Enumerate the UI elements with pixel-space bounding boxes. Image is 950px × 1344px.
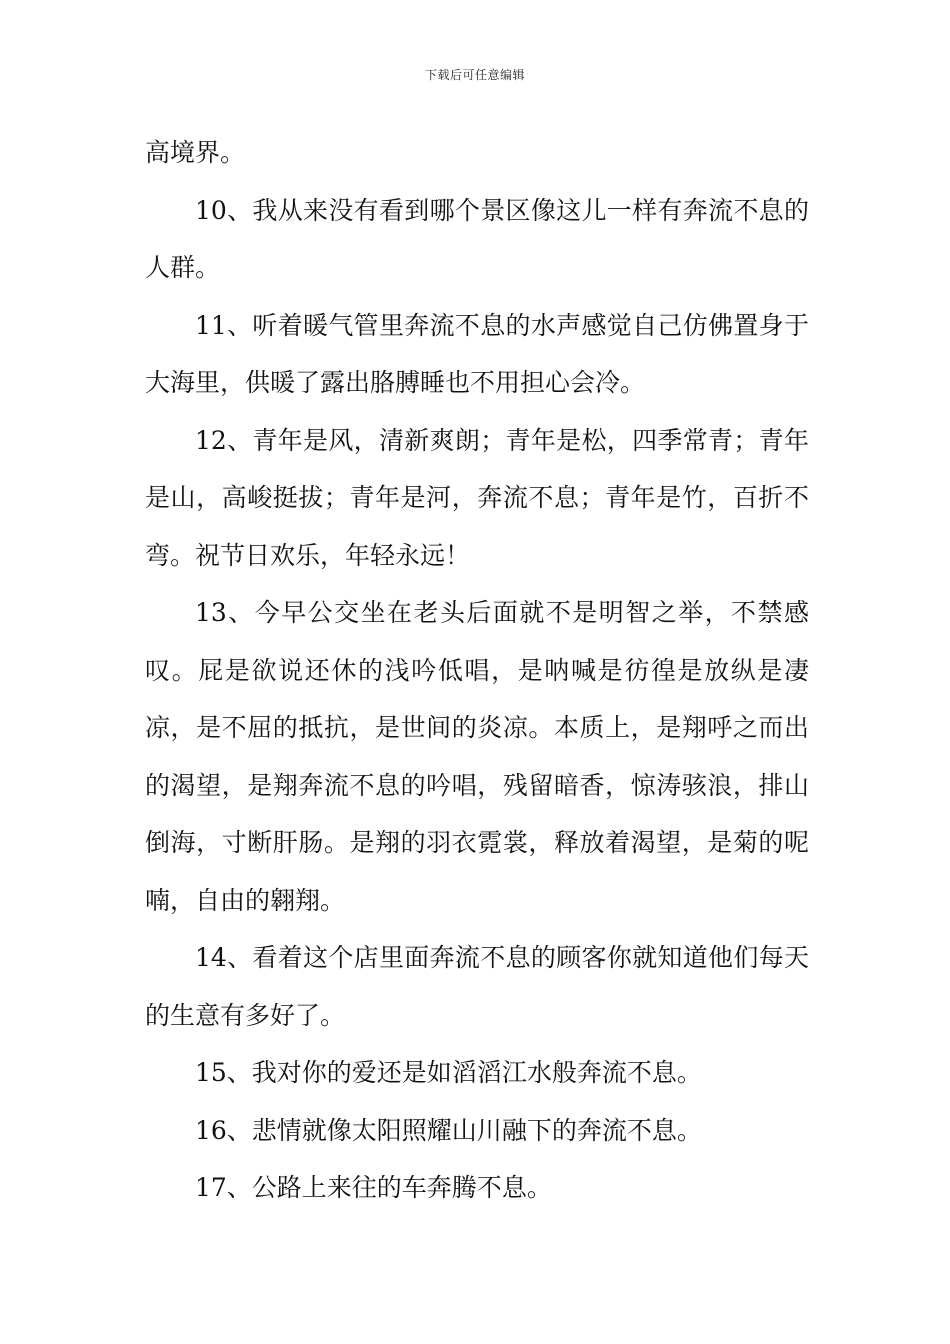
document-body	[145, 124, 809, 1217]
paragraph-continuation: 高境界。	[145, 138, 246, 167]
paragraph-item-11: 11、听着暖气管里奔流不息的水声感觉自己仿佛置身于大海里，供暖了露出胳膊睡也不用担心会冷。	[145, 310, 809, 397]
paragraph-item-12: 12、青年是风，清新爽朗；青年是松，四季常青；青年是山，高峻挺拔；青年是河，奔流不息；青年是竹，百折不弯。祝节日欢乐，年轻永远！	[145, 425, 809, 570]
paragraph-item-13: 13、今早公交坐在老头后面就不是明智之举，不禁感叹。屁是欲说还休的浅吟低唱，是呐喊是彷徨是放纵是凄凉，是不屈的抵抗，是世间的炎凉。本质上，是翔呼之而出的渴望，是翔奔流不息的吟唱，残留暗香，惊涛骇浪，排山倒海，寸断肝肠。是翔的羽衣霓裳，释放着渴望，是菊的呢喃，自由的翱翔。	[145, 598, 809, 915]
header-note: 下载后可任意编辑	[424, 68, 525, 82]
paragraph-item-16: 16、悲情就像太阳照耀山川融下的奔流不息。	[195, 1115, 702, 1145]
paragraph-item-10: 10、我从来没有看到哪个景区像这儿一样有奔流不息的人群。	[145, 195, 809, 282]
paragraph-item-14: 14、看着这个店里面奔流不息的顾客你就知道他们每天的生意有多好了。	[145, 943, 809, 1030]
paragraph-item-15: 15、我对你的爱还是如滔滔江水般奔流不息。	[195, 1058, 702, 1087]
paragraph-item-17: 17、公路上来往的车奔腾不息。	[195, 1173, 552, 1202]
